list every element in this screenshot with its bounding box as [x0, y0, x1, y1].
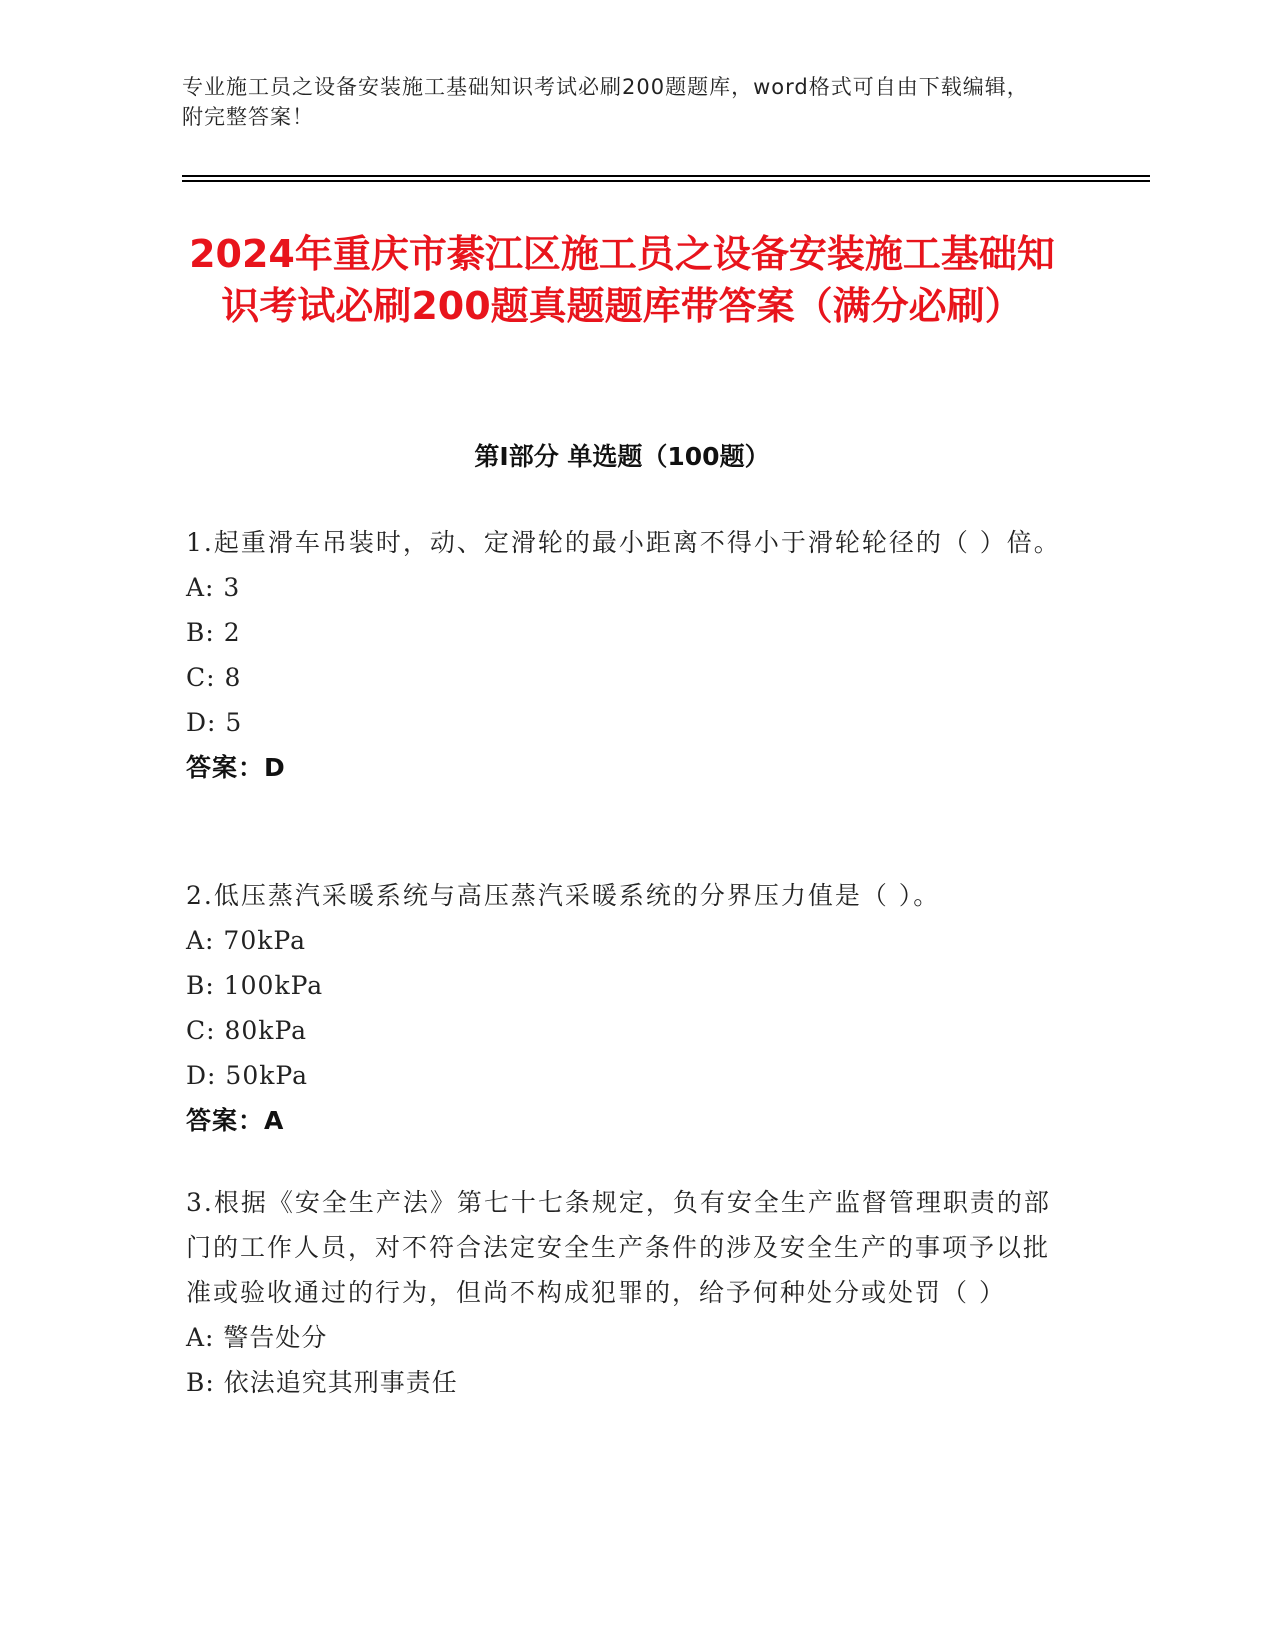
- option-a: A: 警告处分: [186, 1323, 328, 1352]
- option-a: A: 3: [186, 573, 241, 602]
- question-1: [186, 520, 1066, 790]
- answer: 答案：A: [186, 1106, 285, 1135]
- option-d: D: 5: [186, 708, 243, 737]
- question-text: 1.起重滑车吊装时，动、定滑轮的最小距离不得小于滑轮轮径的（ ）倍。: [186, 528, 1061, 557]
- answer: 答案：D: [186, 753, 286, 782]
- option-d: D: 50kPa: [186, 1061, 308, 1090]
- option-b: B: 依法追究其刑事责任: [186, 1368, 458, 1397]
- header-note: 专业施工员之设备安装施工基础知识考试必刷200题题库，word格式可自由下载编辑，附完整答案！: [182, 75, 1029, 129]
- question-text: 3.根据《安全生产法》第七十七条规定，负有安全生产监督管理职责的部门的工作人员，对不符合法定安全生产条件的涉及安全生产的事项予以批准或验收通过的行为，但尚不构成犯罪的，给予何种处分或处罚（ ）: [186, 1188, 1051, 1307]
- option-a: A: 70kPa: [186, 926, 306, 955]
- question-2: [186, 873, 1066, 1143]
- question-3: [186, 1180, 1066, 1405]
- header-divider-top: [182, 175, 1150, 177]
- header-divider-bottom: [182, 180, 1150, 182]
- option-b: B: 2: [186, 618, 241, 647]
- option-b: B: 100kPa: [186, 971, 324, 1000]
- option-c: C: 8: [186, 663, 242, 692]
- document-title: 2024年重庆市綦江区施工员之设备安装施工基础知识考试必刷200题真题题库带答案（满分必刷）: [189, 232, 1055, 328]
- option-c: C: 80kPa: [186, 1016, 308, 1045]
- question-text: 2.低压蒸汽采暖系统与高压蒸汽采暖系统的分界压力值是（ ）。: [186, 881, 941, 910]
- section-title: 第I部分 单选题（100题）: [474, 442, 770, 471]
